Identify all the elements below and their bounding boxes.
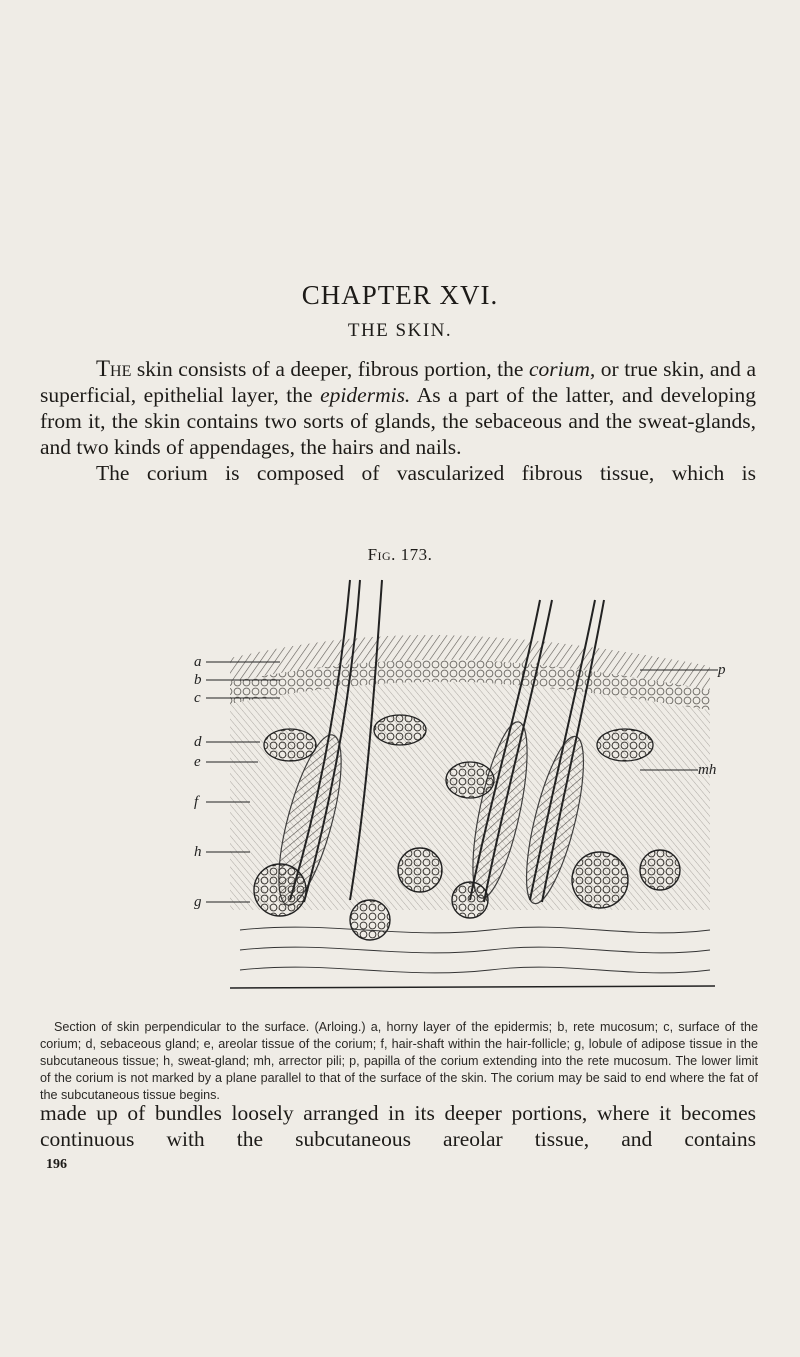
figure-label-b: b <box>194 672 202 688</box>
figure-label: Fig. 173. <box>367 545 433 564</box>
figure-label-d: d <box>194 734 202 750</box>
term-epidermis: epidermis. <box>320 383 411 407</box>
term-corium: corium, <box>528 357 596 381</box>
chapter-title: CHAPTER XVI. <box>301 280 499 310</box>
paragraph-text: As a part of the latter, and developing from it, the skin contains two sorts of glands, the sebaceous and the sweat-glands, and two kinds of appendages, the hairs and nails. <box>40 383 756 459</box>
page-number: 196 <box>46 1157 67 1172</box>
paragraph-text: skin consists of a deeper, fibrous portion, the <box>131 357 529 381</box>
caption-text: Section of skin perpendicular to the surface. (Arloing.) a, horny layer of the epidermis; b, rete mucosum; c, surface of the corium; d, sebaceous gland; e, areolar tissue of the corium; f, hair-shaft within the hair-follicle; g, lobule of adipose tissue in the subcutaneous tissue; h, sweat-gland; mh, arrector pili; p, papilla of the corium extending into the rete mucosum. The lower limit of the corium is not marked by a plane parallel to that of the surface of the skin. The corium may be said to end where the fat of the subcutaneous tissue begins. <box>40 1020 758 1102</box>
paragraph-1 <box>40 356 756 460</box>
intro-paragraph <box>40 356 756 486</box>
section-title: THE SKIN. <box>347 320 453 341</box>
paragraph-text: or true skin, and a superficial, epithelial layer, the <box>40 357 757 407</box>
figure-label-e: e <box>194 754 201 770</box>
figure-label-p: p <box>718 662 726 678</box>
figure-label-a: a <box>194 654 202 670</box>
figure-label-mh: mh <box>698 762 717 778</box>
figure-label-f: f <box>194 794 199 810</box>
paragraph-3: made up of bundles loosely arranged in its deeper portions, where it becomes continuous with the subcutaneous areolar tissue, and contains <box>40 1101 756 1151</box>
paragraph-2: The corium is composed of vascularized fibrous tissue, which is <box>96 461 756 485</box>
skin-section-drawing <box>170 570 730 1010</box>
figure-label-g: g <box>194 894 202 910</box>
figure-caption <box>40 1019 758 1104</box>
skin-section-illustration <box>170 570 730 1010</box>
figure-label-c: c <box>194 690 201 706</box>
figure-label-h: h <box>194 844 202 860</box>
continued-paragraph <box>40 1100 756 1152</box>
paragraph-lead: The <box>96 356 132 381</box>
